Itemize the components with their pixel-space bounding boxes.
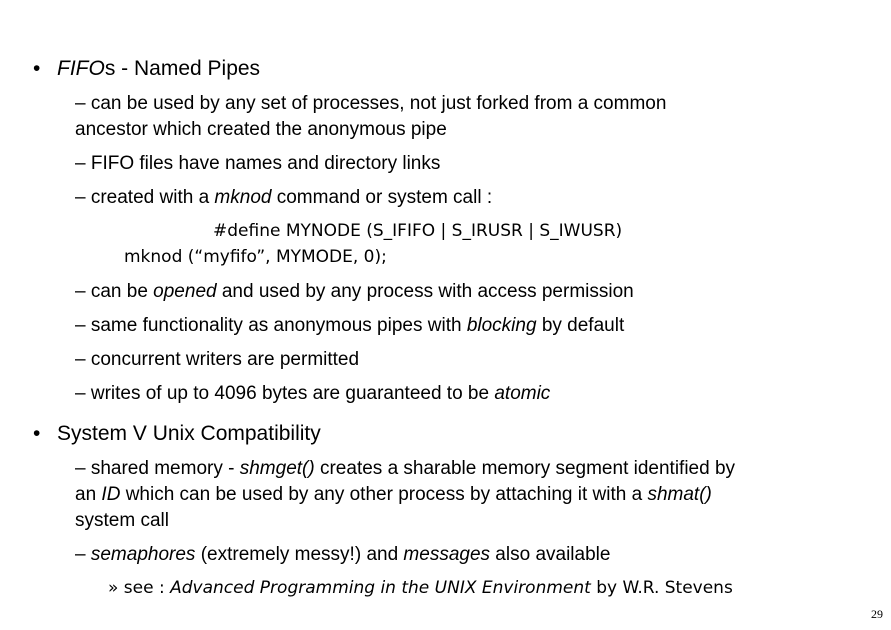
code-line-mknod: mknod (“myfifo”, MYMODE, 0); — [124, 247, 387, 267]
fifo-point-1-line-1: – can be used by any set of processes, not just forked from a common — [75, 93, 667, 114]
fifo-point-4 — [75, 282, 634, 301]
sysv-point-2-a: – — [75, 544, 91, 565]
heading-sysv-text: System V Unix Compatibility — [57, 422, 321, 445]
sysv-point-1-line-2 — [75, 485, 712, 504]
heading-sysv — [33, 423, 321, 444]
fifo-point-4-em: opened — [153, 281, 217, 302]
fifo-point-3-b: command or system call : — [271, 187, 493, 208]
reference-book-title: Advanced Programming in the UNIX Environment — [170, 578, 591, 598]
bullet: • — [33, 57, 41, 80]
sysv-point-1-b: creates a sharable memory segment identified by — [314, 458, 736, 479]
fifo-point-6: – concurrent writers are permitted — [75, 349, 360, 370]
fifo-point-5-a: – same functionality as anonymous pipes with — [75, 315, 467, 336]
reference-line — [108, 580, 733, 597]
sysv-point-2-em2: messages — [403, 544, 491, 565]
fifo-point-7-a: – writes of up to 4096 bytes are guaranteed to be — [75, 383, 495, 404]
reference-prefix: see : — [118, 578, 171, 598]
sysv-point-1-l2-a: an — [75, 484, 102, 505]
sysv-point-1-line-3: system call — [75, 510, 169, 531]
fifo-point-5-b: by default — [536, 315, 625, 336]
sysv-point-1-em: shmget() — [239, 458, 315, 479]
reference-author: by W.R. Stevens — [590, 578, 733, 598]
sysv-point-1-l2-b: which can be used by any other process by attaching it with a — [120, 484, 648, 505]
sysv-point-1-a: – shared memory - — [75, 458, 240, 479]
sysv-point-1-l2-em2: shmat() — [647, 484, 712, 505]
heading-fifo-rest: s - Named Pipes — [104, 57, 261, 80]
fifo-point-4-b: and used by any process with access permission — [216, 281, 634, 302]
fifo-point-5 — [75, 316, 624, 335]
fifo-point-2: – FIFO files have names and directory links — [75, 153, 441, 174]
sysv-point-1-l2-em: ID — [101, 484, 121, 505]
page-number: 29 — [871, 607, 883, 621]
heading-fifo — [33, 58, 260, 79]
sub-bullet: » — [108, 578, 119, 598]
sysv-point-2-b: (extremely messy!) and — [195, 544, 404, 565]
fifo-point-3-a: – created with a — [75, 187, 215, 208]
heading-fifo-italic: FIFO — [57, 57, 105, 80]
fifo-point-7-em: atomic — [494, 383, 551, 404]
fifo-point-1-line-2: ancestor which created the anonymous pipe — [75, 119, 447, 140]
sysv-point-2 — [75, 545, 610, 564]
sysv-point-1-line-1 — [75, 459, 735, 478]
code-line-define: #define MYNODE (S_IFIFO | S_IRUSR | S_IWUSR) — [213, 221, 623, 241]
bullet: • — [33, 422, 41, 445]
fifo-point-3 — [75, 188, 492, 207]
fifo-point-7 — [75, 384, 550, 403]
fifo-point-3-em: mknod — [214, 187, 272, 208]
fifo-point-5-em: blocking — [466, 315, 537, 336]
sysv-point-2-c: also available — [490, 544, 611, 565]
sysv-point-2-em: semaphores — [90, 544, 196, 565]
fifo-point-4-a: – can be — [75, 281, 154, 302]
